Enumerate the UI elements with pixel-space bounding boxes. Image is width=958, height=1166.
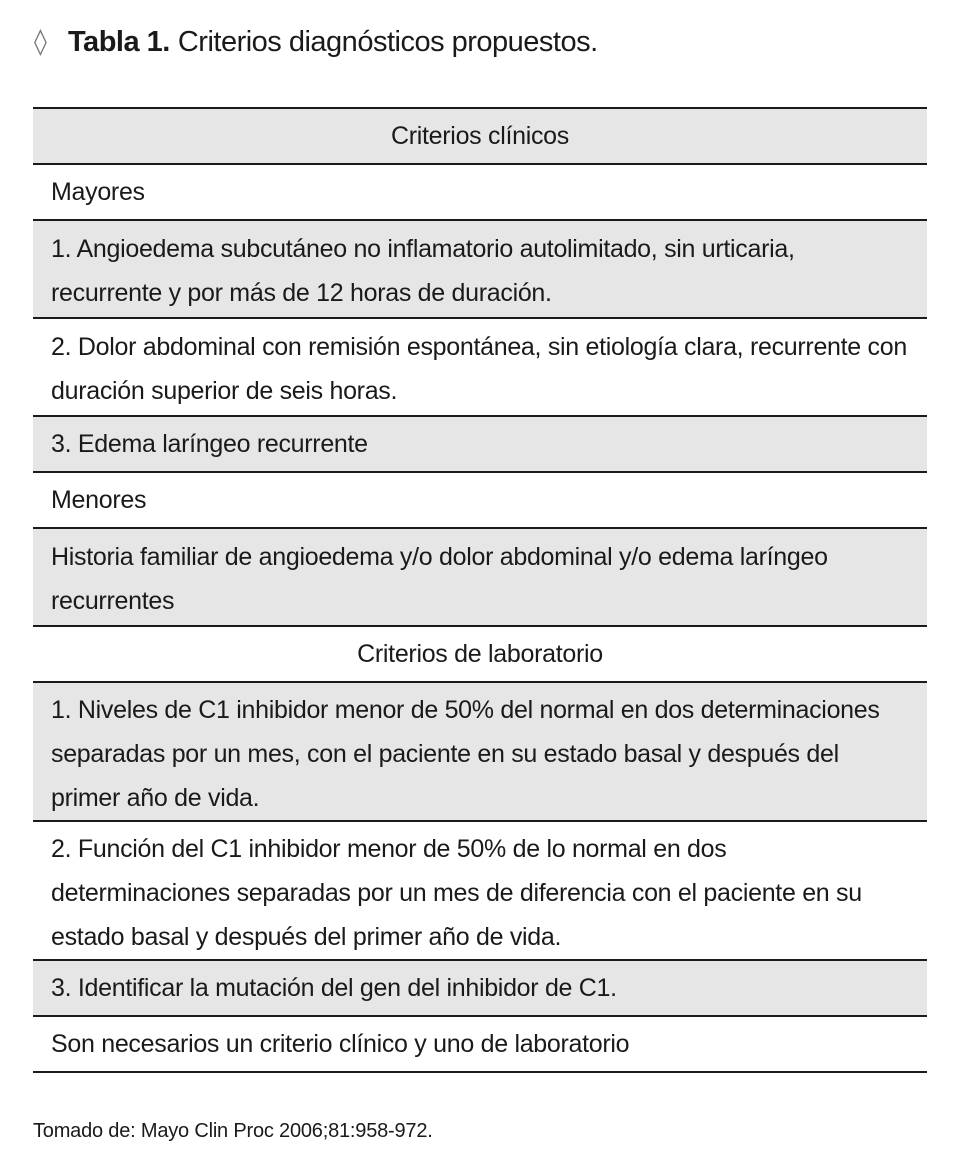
- major-criterion-1: 1. Angioedema subcutáneo no inflamatorio autolimitado, sin urticaria, recurrente y por más de 12 horas de duración.: [33, 221, 927, 319]
- minor-criteria-label: Menores: [33, 473, 927, 529]
- diagnosis-requirement: Son necesarios un criterio clínico y uno de laboratorio: [33, 1017, 927, 1073]
- table-title: Criterios diagnósticos propuestos.: [177, 25, 598, 58]
- major-criterion-3: 3. Edema laríngeo recurrente: [33, 417, 927, 473]
- lab-criterion-1: 1. Niveles de C1 inhibidor menor de 50% del normal en dos determinaciones separadas por un mes, con el paciente en su estado basal y después del primer año de vida.: [33, 683, 927, 822]
- table-number: Tabla 1.: [68, 25, 170, 58]
- major-criterion-2: 2. Dolor abdominal con remisión espontánea, sin etiología clara, recurrente con duración superior de seis horas.: [33, 319, 927, 417]
- diagnostic-criteria-table: [33, 107, 927, 1073]
- clinical-criteria-header: Criterios clínicos: [33, 109, 927, 165]
- source-footnote: Tomado de: Mayo Clin Proc 2006;81:958-972.: [33, 1120, 433, 1142]
- major-criteria-label: Mayores: [33, 165, 927, 221]
- minor-criterion-1: Historia familiar de angioedema y/o dolor abdominal y/o edema laríngeo recurrentes: [33, 529, 927, 627]
- lab-criteria-header: Criterios de laboratorio: [33, 627, 927, 683]
- lab-criterion-2: 2. Función del C1 inhibidor menor de 50% de lo normal en dos determinaciones separadas por un mes de diferencia con el paciente en su estado basal y después del primer año de vida.: [33, 822, 927, 961]
- diamond-icon: ◊: [34, 27, 47, 57]
- lab-criterion-3: 3. Identificar la mutación del gen del inhibidor de C1.: [33, 961, 927, 1017]
- table-caption: [34, 22, 598, 62]
